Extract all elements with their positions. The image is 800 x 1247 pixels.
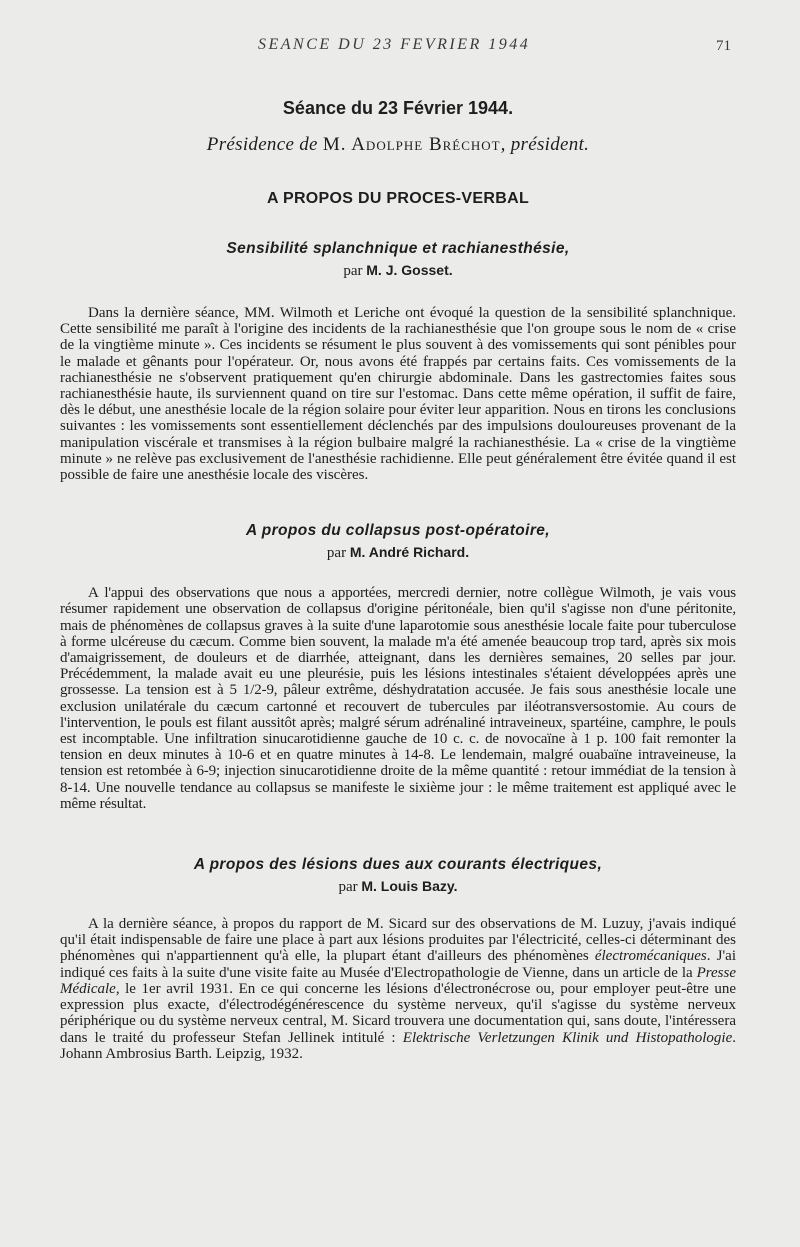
- article-richard: [60, 522, 736, 812]
- body-text: A la dernière séance, à propos du rapport de M. Sicard sur des observations de M. Luzuy, j'avais indiqué qu'il était indispensable de faire une place à part aux lésions produites par l'électricité, celles-ci déterminant des phénomènes qui n'appartiennent qu'à elle, la plupart étant d'ailleurs des phénomènes: [60, 916, 736, 965]
- article-byline: [60, 544, 736, 562]
- article-gosset: [60, 240, 736, 483]
- italic-term: électromécaniques: [594, 948, 707, 965]
- journal-name: Presse Médicale: [60, 964, 736, 997]
- article-title: Sensibilité splanchnique et rachianesthésie,: [226, 240, 570, 257]
- page-content: [60, 98, 736, 1062]
- article-author: M. J. Gosset.: [366, 262, 453, 278]
- byline-prefix: par: [338, 879, 358, 896]
- president-name: M. Adolphe Bréchot: [322, 134, 501, 155]
- article-byline: [60, 262, 736, 280]
- page-number: 71: [716, 38, 731, 54]
- running-head-title: SEANCE DU 23 FEVRIER 1944: [258, 36, 531, 53]
- article-body: A l'appui des observations que nous a apportées, mercredi dernier, notre collègue Wilmoth, je vais vous résumer rapidement une observation de collapsus d'origine péritonéale, bien qu'il s'agisse non d'une péritonite, mais de phénomènes de collapsus graves à la suite d'une laparotomie sous anesthésie locale faite pour tuberculose à forme ulcéreuse du cæcum. Comme bien souvent, la malade m'a été amenée beaucoup trop tard, après six mois d'amaigrissement, de douleurs et de diarrhée, atteignant, dans les dernières semaines, 20 selles par jour. Précédemment, la malade avait eu une pleurésie, puis les lésions intestinales s'étaient développées après une grossesse. La tension est à 5 1/2-9, pâleur extrême, déshydratation accusée. Je fais sous anesthésie locale une exclusion unilatérale du cæcum cartonné et recouvert de tubercules par iléotransversostomie. Au cours de l'intervention, le pouls est filant aussitôt après; malgré sérum adrénaliné intraveineux, spartéine, camphre, le pouls est incomptable. Une infiltration sinucarotidienne gauche de 10 c. c. de novocaïne à 1 p. 100 fait remonter la tension en deux minutes à 10-6 et en quatre minutes à 14-8. Le lendemain, malgré ouabaïne intraveineuse, la tension est retombée à 6-9; injection sinucarotidienne droite de la même quantité : retour immédiat de la tension à 8-14. Une nouvelle tendance au collapsus se manifeste le sixième jour : le même traitement est appliqué avec le même résultat.: [60, 585, 736, 812]
- article-body: [60, 916, 736, 1062]
- presidence-line: [60, 134, 736, 156]
- body-text: . J'ai indiqué ces faits à la suite d'une visite faite au Musée d'Electropathologie de Vienne, dans un article de la: [60, 948, 737, 981]
- presidence-prefix: Présidence de: [206, 134, 318, 155]
- article-author: M. André Richard.: [349, 544, 470, 561]
- article-author: M. Louis Bazy.: [361, 878, 458, 895]
- article-title: A propos du collapsus post-opératoire,: [246, 522, 550, 540]
- book-title: Elektrische Verletzungen Klinik und Histopathologie: [402, 1029, 733, 1046]
- presidence-suffix: , président.: [500, 134, 590, 155]
- section-heading: A PROPOS DU PROCES-VERBAL: [266, 190, 530, 207]
- body-text: , le 1er avril 1931. En ce qui concerne les lésions d'électronécrose ou, pour employer peut-être une expression plus exacte, d'électrodégénérescence du système nerveux, qu'il s'agisse du système nerveux périphérique ou du système nerveux central, M. Sicard trouvera une documentation qui, sans doute, l'intéressera dans le traité du professeur Stefan Jellinek intitulé :: [60, 980, 736, 1046]
- body-text: . Johann Ambrosius Barth. Leipzig, 1932.: [60, 1029, 736, 1062]
- article-body: Dans la dernière séance, MM. Wilmoth et Leriche ont évoqué la question de la sensibilité splanchnique. Cette sensibilité me paraît à l'origine des incidents de la rachianesthésie que l'on groupe sous le nom de « crise de la vingtième minute ». Ces incidents se résument le plus souvent à des vomissements qui sont pénibles pour le malade et gênants pour l'opérateur. Or, nous avons été frappés par certains faits. Ces vomissements de la rachianesthésie ne s'observent pratiquement qu'en chirurgie abdominale. Dans les gastrectomies faites sous rachianesthésie haute, ils surviennent quand on tire sur l'estomac. Dans cette même opération, il suffit de faire, dès le début, une anesthésie locale de la région solaire pour éviter leur apparition. Nous en tirons les conclusions suivantes : les vomissements sont essentiellement déclenchés par des impulsions douloureuses provenant de la manipulation viscérale et transmises à la région bulbaire malgré la rachianesthésie. La « crise de la vingtième minute » ne relève pas exclusivement de l'anesthésie rachidienne. Elle peut généralement être évitée quand il est possible de faire une anesthésie locale des viscères.: [60, 305, 736, 484]
- article-bazy: [60, 856, 736, 1062]
- running-head: [0, 36, 800, 60]
- article-title: A propos des lésions dues aux courants électriques,: [193, 856, 603, 874]
- article-byline: [60, 878, 736, 896]
- byline-prefix: par: [326, 545, 347, 562]
- byline-prefix: par: [343, 263, 363, 279]
- seance-title: Séance du 23 Février 1944.: [282, 98, 514, 118]
